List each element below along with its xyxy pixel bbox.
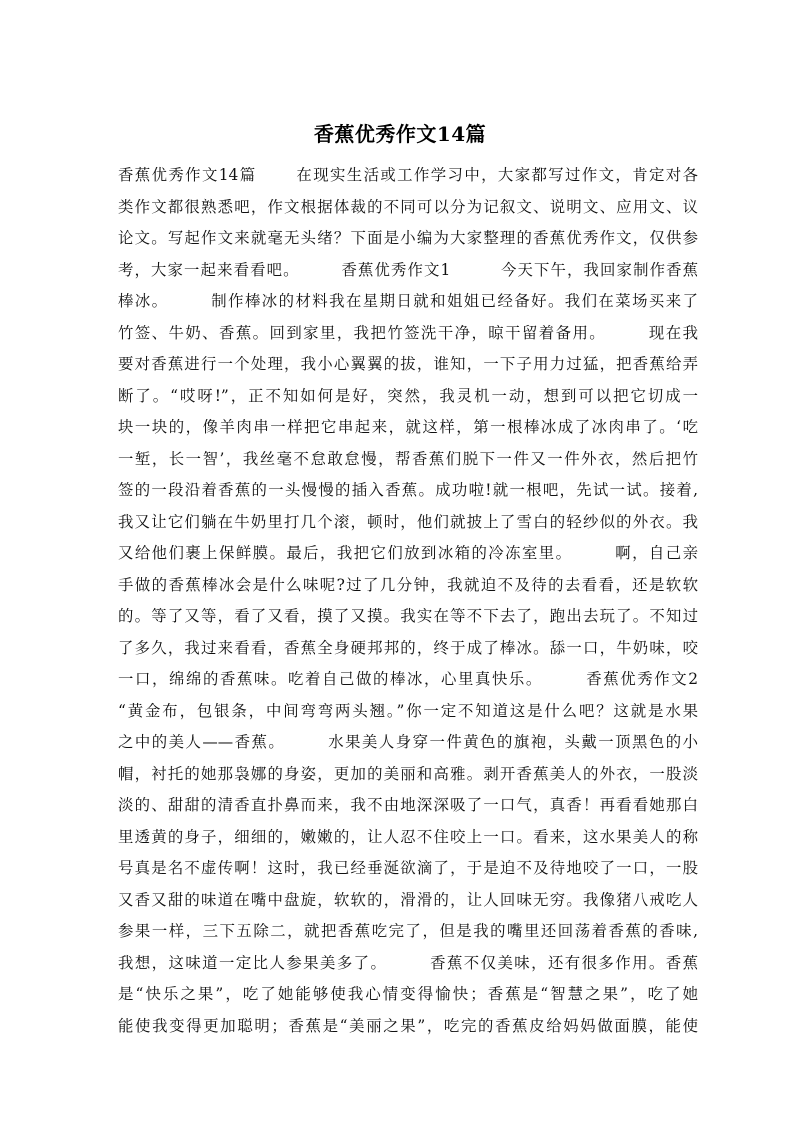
body-line: 帽，衬托的她那袅娜的身姿，更加的美丽和高雅。剥开香蕉美人的外衣，一股淡	[118, 764, 698, 783]
body-line: 考，大家一起来看看吧。 香蕉优秀作文1 今天下午，我回家制作香蕉	[118, 260, 698, 279]
body-line: 块一块的，像羊肉串一样把它串起来，就这样，第一根棒冰成了冰肉串了。‘吃	[118, 418, 698, 436]
document-title: 香蕉优秀作文14篇	[313, 122, 487, 146]
body-line: 是“快乐之果”，吃了她能够使我心情变得愉快；香蕉是“智慧之果”，吃了她	[118, 985, 698, 1003]
body-line: 论文。写起作文来就毫无头绪？下面是小编为大家整理的香蕉优秀作文，仅供参	[118, 229, 698, 247]
body-line: 签的一段沿着香蕉的一头慢慢的插入香蕉。成功啦!就一根吧，先试一试。接着,	[118, 481, 698, 499]
document-body	[118, 160, 698, 1042]
body-line: 参果一样，三下五除二，就把香蕉吃完了，但是我的嘴里还回荡着香蕉的香味,	[118, 922, 698, 940]
body-line: 之中的美人——香蕉。 水果美人身穿一件黄色的旗袍，头戴一顶黑色的小	[118, 733, 698, 751]
body-line: 我想，这味道一定比人参果美多了。 香蕉不仅美味，还有很多作用。香蕉	[118, 953, 698, 972]
body-line: 淡的、甜甜的清香直扑鼻而来，我不由地深深吸了一口气，真香！再看看她那白	[118, 796, 698, 814]
body-line: 棒冰。 制作棒冰的材料我在星期日就和姐姐已经备好。我们在菜场买来了	[118, 292, 698, 310]
body-line: 类作文都很熟悉吧，作文根据体裁的不同可以分为记叙文、说明文、应用文、议	[118, 197, 698, 216]
body-line: 断了。“哎呀!”，正不知如何是好，突然，我灵机一动，想到可以把它切成一	[118, 386, 698, 405]
body-line: 香蕉优秀作文14篇 在现实生活或工作学习中，大家都写过作文，肯定对各	[118, 166, 698, 184]
body-line: 又香又甜的味道在嘴中盘旋，软软的，滑滑的，让人回味无穷。我像猪八戒吃人	[118, 890, 698, 909]
body-line: 能使我变得更加聪明；香蕉是“美丽之果”，吃完的香蕉皮给妈妈做面膜，能使	[118, 1016, 698, 1035]
body-line: 一堑，长一智’，我丝毫不怠敢怠慢，帮香蕉们脱下一件又一件外衣，然后把竹	[118, 449, 698, 468]
body-line: 了多久，我过来看看，香蕉全身硬邦邦的，终于成了棒冰。舔一口，牛奶味，咬	[118, 638, 698, 657]
body-line: 号真是名不虚传啊！这时，我已经垂涎欲滴了，于是迫不及待地咬了一口，一股	[118, 859, 698, 877]
body-line: 手做的香蕉棒冰会是什么味呢?过了几分钟，我就迫不及待的去看看，还是软软	[118, 575, 698, 594]
body-line: 又给他们裹上保鲜膜。最后，我把它们放到冰箱的冷冻室里。 啊，自己亲	[118, 544, 698, 562]
body-line: 我又让它们躺在牛奶里打几个滚，顿时，他们就披上了雪白的轻纱似的外衣。我	[118, 512, 698, 531]
body-line: 竹签、牛奶、香蕉。回到家里，我把竹签洗干净，晾干留着备用。 现在我	[118, 323, 698, 342]
body-line: 的。等了又等，看了又看，摸了又摸。我实在等不下去了，跑出去玩了。不知过	[118, 607, 698, 625]
body-line: 里透黄的身子，细细的，嫩嫩的，让人忍不住咬上一口。看来，这水果美人的称	[118, 827, 698, 846]
body-line: “黄金布，包银条，中间弯弯两头翘。”你一定不知道这是什么吧？这就是水果	[118, 701, 698, 720]
body-line: 一口，绵绵的香蕉味。吃着自己做的棒冰，心里真快乐。 香蕉优秀作文2	[118, 670, 698, 688]
body-line: 要对香蕉进行一个处理，我小心翼翼的拔，谁知，一下子用力过猛，把香蕉给弄	[118, 355, 698, 373]
